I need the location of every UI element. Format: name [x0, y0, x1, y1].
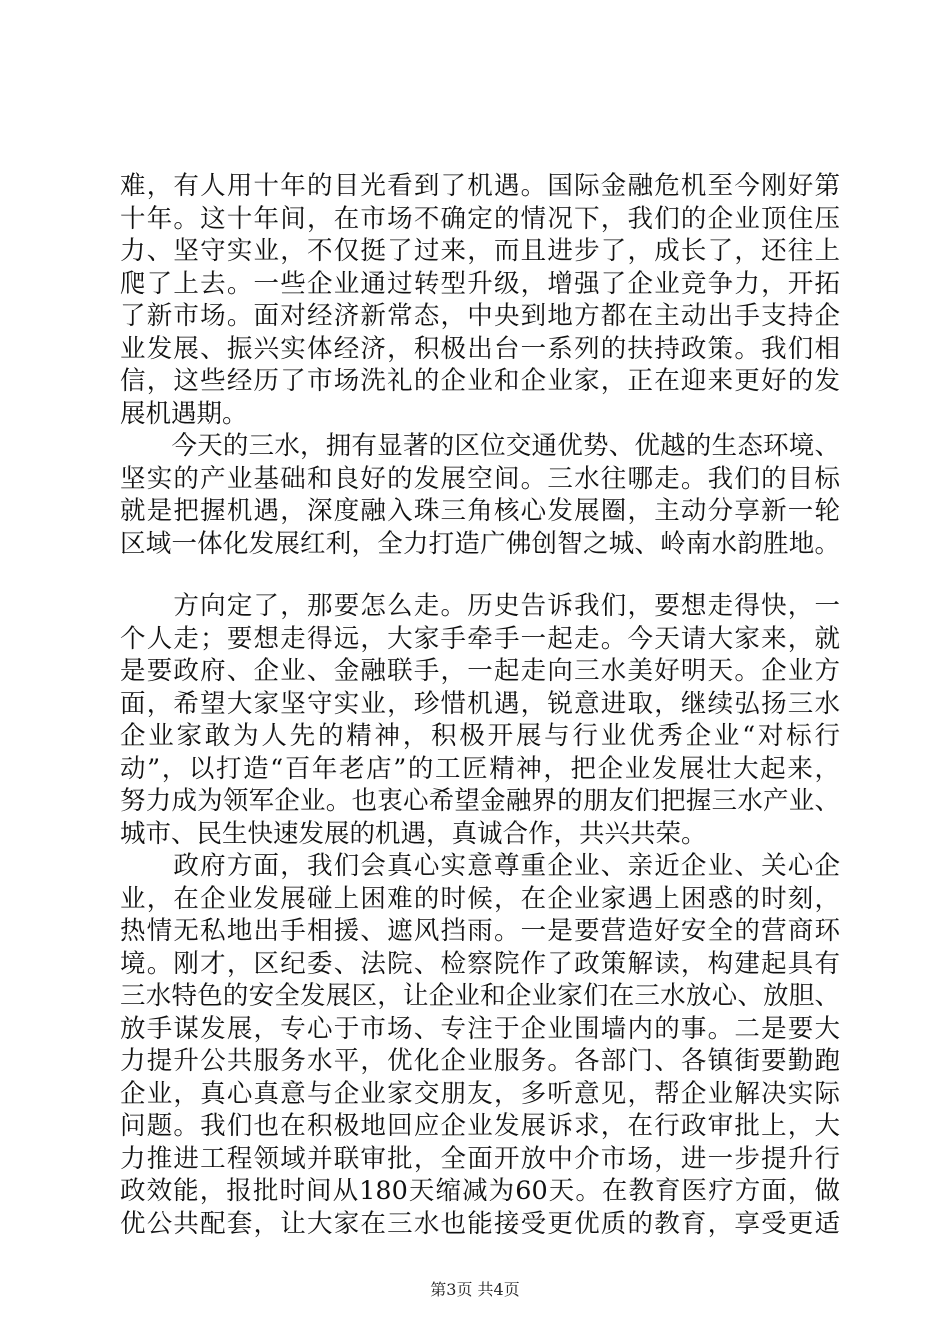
text-line: 努力成为领军企业。也衷心希望金融界的朋友们把握三水产业、 [120, 786, 840, 816]
text-line: 政府方面，我们会真心实意尊重企业、亲近企业、关心企 [120, 851, 840, 881]
text-line: 面，希望大家坚守实业，珍惜机遇，锐意进取，继续弘扬三水 [120, 688, 840, 719]
text-line: 优公共配套，让大家在三水也能接受更优质的教育，享受更适 [120, 1208, 840, 1239]
text-line: 了新市场。面对经济新常态，中央到地方都在主动出手支持企 [120, 301, 840, 331]
document-body [120, 170, 840, 1240]
text-line: 力、坚守实业，不仅挺了过来，而且进步了，成长了，还往上 [120, 236, 840, 266]
text-line: 政效能，报批时间从180天缩减为60天。在教育医疗方面，做 [120, 1176, 840, 1206]
text-line: 方向定了，那要怎么走。历史告诉我们，要想走得快，一 [120, 591, 840, 621]
paragraph-4 [120, 850, 840, 1240]
text-line: 境。刚才，区纪委、法院、检察院作了政策解读，构建起具有 [120, 948, 840, 979]
paragraph-1 [120, 170, 840, 430]
text-line: 爬了上去。一些企业通过转型升级，增强了企业竞争力，开拓 [120, 268, 840, 299]
paragraph-2 [120, 430, 840, 560]
text-line: 热情无私地出手相援、遮风挡雨。一是要营造好安全的营商环 [120, 916, 840, 946]
text-line: 业发展、振兴实体经济，积极出台一系列的扶持政策。我们相 [120, 333, 840, 364]
text-line: 信，这些经历了市场洗礼的企业和企业家，正在迎来更好的发 [120, 366, 840, 396]
text-line: 动”，以打造“百年老店”的工匠精神，把企业发展壮大起来， [120, 753, 840, 784]
paragraph-spacer [120, 560, 840, 590]
text-line: 三水特色的安全发展区，让企业和企业家们在三水放心、放胆、 [120, 981, 840, 1011]
text-line: 企业家敢为人先的精神，积极开展与行业优秀企业“对标行 [120, 721, 840, 751]
text-line: 业，在企业发展碰上困难的时候，在企业家遇上困惑的时刻， [120, 883, 840, 914]
text-line: 展机遇期。 [120, 398, 248, 429]
text-line: 难，有人用十年的目光看到了机遇。国际金融危机至今刚好第 [120, 171, 840, 201]
text-line: 企业，真心真意与企业家交朋友，多听意见，帮企业解决实际 [120, 1078, 840, 1109]
text-line: 坚实的产业基础和良好的发展空间。三水往哪走。我们的目标 [120, 463, 840, 494]
text-line: 十年。这十年间，在市场不确定的情况下，我们的企业顶住压 [120, 203, 840, 234]
page-number: 第3页 共4页 [430, 1280, 520, 1299]
text-line: 问题。我们也在积极地回应企业发展诉求，在行政审批上，大 [120, 1111, 840, 1141]
text-line: 是要政府、企业、金融联手，一起走向三水美好明天。企业方 [120, 656, 840, 686]
text-line: 力提升公共服务水平，优化企业服务。各部门、各镇街要勤跑 [120, 1046, 840, 1076]
text-line: 放手谋发展，专心于市场、专注于企业围墙内的事。二是要大 [120, 1013, 840, 1044]
paragraph-3 [120, 590, 840, 850]
text-line: 城市、民生快速发展的机遇，真诚合作，共兴共荣。 [120, 818, 707, 849]
text-line: 力推进工程领域并联审批，全面开放中介市场，进一步提升行 [120, 1143, 840, 1174]
text-line: 就是把握机遇，深度融入珠三角核心发展圈，主动分享新一轮 [120, 496, 840, 526]
text-line: 今天的三水，拥有显著的区位交通优势、优越的生态环境、 [120, 431, 840, 461]
text-line: 区域一体化发展红利，全力打造广佛创智之城、岭南水韵胜地。 [120, 528, 840, 559]
text-line: 个人走；要想走得远，大家手牵手一起走。今天请大家来，就 [120, 623, 840, 654]
